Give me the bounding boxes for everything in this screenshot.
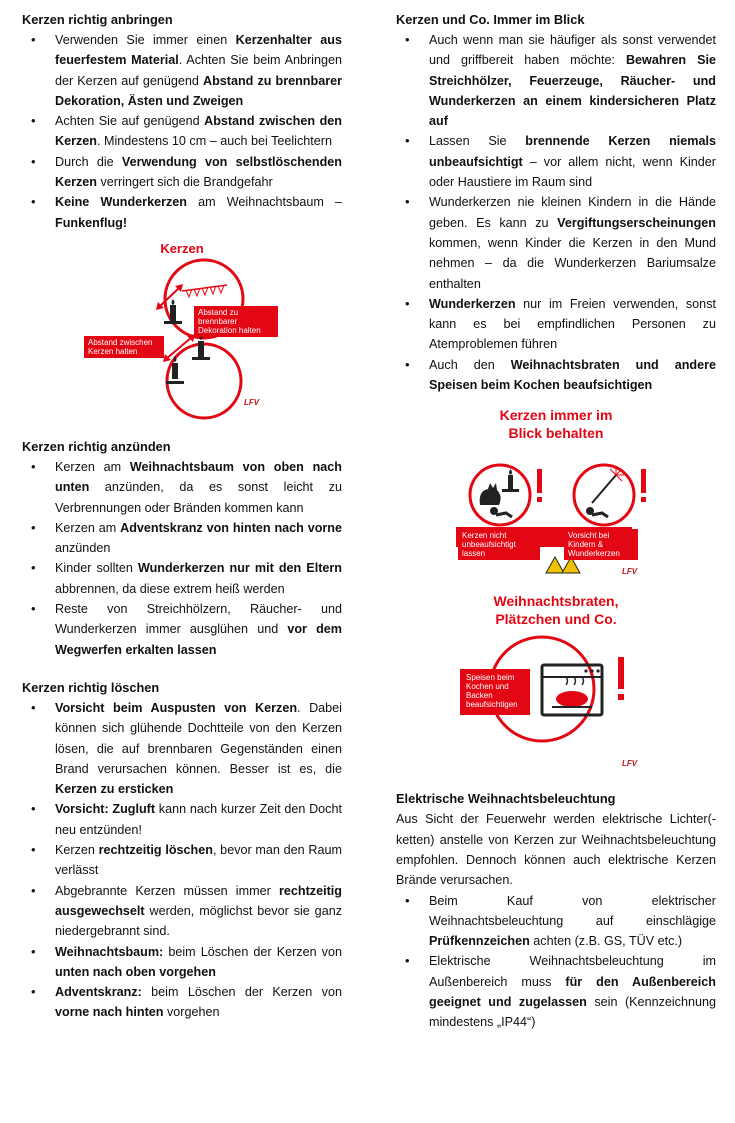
- figure-title-line1: Kerzen immer im: [499, 407, 613, 424]
- label-unattended: Kerzen nicht unbeaufsichtigt lassen: [458, 529, 540, 560]
- bold-text: rechtzeitig ausgewechselt: [55, 883, 342, 918]
- text: achten (z.B. GS, TÜV etc.): [529, 934, 683, 949]
- bold-text: Vorsicht beim Auspusten von Kerzen: [55, 700, 298, 715]
- bold-text: rechtzeitig löschen: [98, 843, 213, 858]
- bold-text: vor dem Wegwerfen erkalten lassen: [55, 622, 342, 657]
- bold-text: Vorsicht: Zugluft: [55, 802, 156, 817]
- text: Verwenden Sie immer einen: [55, 33, 236, 47]
- unattended-candle-illustration: [396, 395, 716, 585]
- text: am Weihnachtsbaum –: [186, 195, 342, 210]
- bold-text: Adventskranz:: [55, 985, 142, 1000]
- section-title-elektrisch: Elektrische Weihnachtsbeleuchtung: [396, 791, 616, 807]
- list-item: [396, 294, 716, 355]
- text: , bevor man den Raum verlässt: [55, 843, 342, 878]
- bold-text: Prüfkennzeichen: [429, 934, 530, 949]
- bold-text: Bewahren Sie Streichhölzer, Feuerzeuge, Räucher- und Wunderkerzen an einem kindersicheren Platz auf: [429, 53, 716, 129]
- bold-text: Kerzen zu ersticken: [55, 782, 174, 797]
- text: nur im Freien verwenden, sonst kann es bei empfindlichen Personen zu Atemproblemen führen: [429, 296, 716, 352]
- bold-text: Weihnachtsbaum von oben nach unten: [55, 459, 342, 495]
- list-item: [396, 951, 716, 1032]
- list-item: [22, 30, 342, 111]
- bold-text: Keine Wunderkerzen: [55, 195, 187, 210]
- section-title-anzuenden: Kerzen richtig anzünden: [22, 438, 171, 454]
- text: abbrennen, da diese extrem heiß werden: [55, 581, 285, 596]
- list-item: [22, 799, 342, 840]
- candle-distance-illustration: [22, 233, 342, 423]
- list-im-blick: [396, 30, 716, 395]
- figure-title-line2: Plätzchen und Co.: [495, 611, 617, 628]
- text: anzünden, da es sonst leicht zu Verbrennungen oder Bränden kommen kann: [55, 480, 342, 515]
- lfv-logo: LFV: [622, 759, 638, 769]
- text: . Achten Sie beim Anbringen der Kerzen auf genügend: [55, 53, 342, 88]
- text: Achten Sie auf genügend: [55, 114, 205, 129]
- bold-text: Adventskranz von hinten nach vorne: [120, 520, 342, 535]
- text: Auch wenn man sie häufiger als sonst verwendet und griffbereit haben möchte:: [429, 33, 716, 68]
- section-title-im-blick: Kerzen und Co. Immer im Blick: [396, 12, 585, 27]
- figure-title: Kerzen: [160, 240, 204, 256]
- bold-text: unten nach oben vorgehen: [55, 964, 216, 979]
- lfv-logo: LFV: [622, 567, 638, 577]
- text: Kerzen am: [55, 520, 121, 535]
- bold-text: Wunderkerzen: [429, 296, 516, 311]
- text: Beim Kauf von elektrischer Weihnachtsbeleuchtung auf einschlägige: [429, 893, 716, 928]
- list-item: [22, 698, 342, 799]
- list-anbringen: [22, 30, 342, 233]
- left-column: [22, 10, 342, 1023]
- text: Kinder sollten: [55, 561, 138, 576]
- text: . Mindestens 10 cm – auch bei Teelichtern: [97, 134, 332, 149]
- text: . Dabei können sich glühende Dochtteile von den Kerzen lösen, die auf brennbaren Gegenständen einen Brand verursachen können. Besser ist es, die: [55, 700, 342, 776]
- text: kommen, wenn Kinder die Kerzen in den Mund nehmen – da die Wunderkerzen Bariumsalze enthalten: [429, 235, 716, 291]
- text: kann nach kurzer Zeit den Docht neu entzünden!: [55, 802, 342, 837]
- figure-title-line2: Blick behalten: [508, 425, 604, 442]
- lfv-logo: LFV: [244, 397, 260, 407]
- list-item: [22, 152, 342, 193]
- text: anzünden: [55, 541, 111, 556]
- text: – vor allem nicht, wenn Kinder oder Haustiere im Raum sind: [429, 154, 716, 190]
- list-item: [22, 840, 342, 881]
- bold-text: Weihnachtsbaum:: [55, 944, 164, 959]
- bold-text: Kerzenhalter aus feuerfestem Material: [55, 33, 342, 68]
- label-distance-candles: Abstand zwischen Kerzen halten: [84, 336, 164, 358]
- bold-text: Funkenflug!: [55, 215, 128, 230]
- list-item: [22, 558, 342, 599]
- paragraph-elektrisch: Aus Sicht der Feuerwehr werden elektrische Lichter(-ketten) anstelle von Kerzen zur Weihnachtsbeleuchtung empfohlen. Dennoch können auch elektrische Kerzen Brände verursachen.: [396, 812, 716, 888]
- list-item: [22, 518, 342, 559]
- text: vorgehen: [163, 1005, 220, 1020]
- text: Kerzen: [55, 843, 99, 858]
- text: Lassen Sie: [429, 134, 526, 149]
- list-item: [22, 881, 342, 942]
- bold-text: Verwendung von selbstlöschenden Kerzen: [55, 154, 342, 190]
- list-item: [22, 192, 342, 233]
- list-item: [22, 942, 342, 983]
- label-children-sparklers: Vorsicht bei Kindern & Wunderkerzen: [564, 529, 638, 560]
- text: Reste von Streichhölzern, Räucher- und Wunderkerzen immer ausglühen und: [55, 602, 342, 637]
- bold-text: Abstand zwischen den Kerzen: [55, 114, 342, 149]
- text: beim Löschen der Kerzen von: [141, 985, 342, 1000]
- list-loeschen: [22, 698, 342, 1023]
- bold-text: vorne nach hinten: [55, 1005, 164, 1020]
- text: Abgebrannte Kerzen müssen immer: [55, 883, 280, 898]
- list-anzuenden: [22, 457, 342, 660]
- text: verringert sich die Brandgefahr: [97, 175, 273, 190]
- bold-text: Weihnachtsbraten und andere Speisen beim Kochen beaufsichtigen: [429, 357, 716, 393]
- list-item: [396, 131, 716, 192]
- bold-text: brennende Kerzen niemals unbeaufsichtigt: [429, 134, 716, 169]
- list-item: [22, 982, 342, 1023]
- list-elektrisch: [396, 891, 716, 1033]
- bold-text: für den Außenbereich geeignet und zugelassen: [429, 974, 716, 1010]
- label-distance-decoration: Abstand zu brennbarer Dekoration halten: [194, 306, 278, 337]
- bold-text: Wunderkerzen nur mit den Eltern: [137, 561, 342, 576]
- list-item: [396, 192, 716, 293]
- figure-im-blick: [396, 395, 716, 585]
- figure-kerzen: [22, 233, 342, 423]
- text: Wunderkerzen nie kleinen Kindern in die Hände geben. Es kann zu: [429, 195, 716, 230]
- list-item: [396, 30, 716, 131]
- figure-title-line1: Weihnachtsbraten,: [493, 593, 619, 610]
- text: Durch die: [55, 154, 122, 169]
- list-item: [396, 891, 716, 952]
- text: werden, möglichst bevor sie ganz niedergebrannt sind.: [55, 903, 342, 939]
- list-item: [22, 599, 342, 660]
- text: Kerzen am: [55, 459, 130, 474]
- section-title-loeschen: Kerzen richtig löschen: [22, 679, 160, 695]
- text: beim Löschen der Kerzen von: [163, 944, 342, 959]
- bold-text: Abstand zu brennbarer Dekoration, Ästen und Zweigen: [55, 73, 342, 108]
- list-item: [396, 355, 716, 396]
- bold-text: Vergiftungserscheinungen: [557, 215, 716, 230]
- text: Auch den: [429, 357, 511, 372]
- label-cooking: Speisen beim Kochen und Backen beaufsichtigen: [466, 673, 518, 710]
- figure-weihnachtsbraten: [396, 585, 716, 775]
- text: sein (Kennzeichnung mindestens „IP44“): [429, 995, 716, 1030]
- right-column: [396, 10, 716, 1033]
- list-item: [22, 457, 342, 518]
- text: Elektrische Weihnachtsbeleuchtung im Außenbereich muss: [429, 954, 716, 989]
- section-title-anbringen: Kerzen richtig anbringen: [22, 12, 173, 27]
- list-item: [22, 111, 342, 152]
